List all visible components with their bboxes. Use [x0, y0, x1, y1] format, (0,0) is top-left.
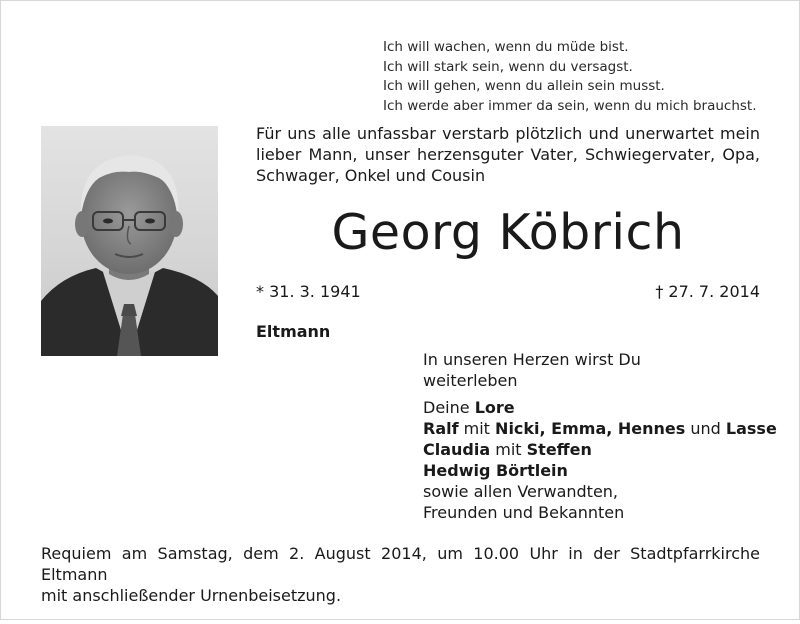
quote-line: In unseren Herzen wirst Du — [423, 350, 641, 369]
death-date: † 27. 7. 2014 — [655, 282, 760, 301]
family-line — [423, 439, 768, 460]
family-member: Steffen — [526, 440, 592, 459]
intro-text — [256, 123, 760, 186]
poem-line: Ich will wachen, wenn du müde bist. — [383, 39, 629, 55]
family-line — [423, 418, 777, 439]
poem — [383, 38, 773, 116]
family-text: und — [685, 419, 726, 438]
family-member: Nicki, Emma, Hennes — [495, 419, 686, 438]
family-member: Lasse — [725, 419, 777, 438]
family-member: Ralf — [423, 419, 459, 438]
family-member: Claudia — [423, 440, 491, 459]
family-list — [423, 397, 777, 523]
family-line: Freunden und Bekannten — [423, 503, 625, 522]
family-line — [423, 397, 768, 418]
deceased-name: Georg Köbrich — [331, 204, 685, 261]
family-text: Deine — [423, 398, 475, 417]
portrait-photo — [41, 126, 218, 356]
portrait-illustration — [41, 126, 218, 356]
requiem-line: mit anschließender Urnenbeisetzung. — [41, 586, 342, 605]
family-member: Lore — [474, 398, 515, 417]
quote-line: weiterleben — [423, 371, 518, 390]
intro-line: Schwager, Onkel und Cousin — [256, 166, 486, 185]
quote — [423, 349, 683, 391]
poem-line: Ich werde aber immer da sein, wenn du mich brauchst. — [383, 97, 757, 114]
hometown: Eltmann — [256, 322, 331, 341]
poem-line: Ich will stark sein, wenn du versagst. — [383, 58, 633, 75]
requiem-notice — [41, 543, 760, 606]
family-text: mit — [458, 419, 496, 438]
family-text: mit — [490, 440, 527, 459]
requiem-line: Requiem am Samstag, dem 2. August 2014, um 10.00 Uhr in der Stadtpfarrkirche Eltmann — [41, 544, 760, 584]
intro-line: Für uns alle unfassbar verstarb plötzlich und unerwartet mein — [256, 124, 760, 143]
birth-date: * 31. 3. 1941 — [256, 282, 361, 301]
family-line: sowie allen Verwandten, — [423, 482, 619, 501]
intro-line: lieber Mann, unser herzensguter Vater, Schwiegervater, Opa, — [256, 145, 760, 164]
poem-line: Ich will gehen, wenn du allein sein musst. — [383, 78, 665, 94]
family-member: Hedwig Börtlein — [423, 461, 568, 480]
